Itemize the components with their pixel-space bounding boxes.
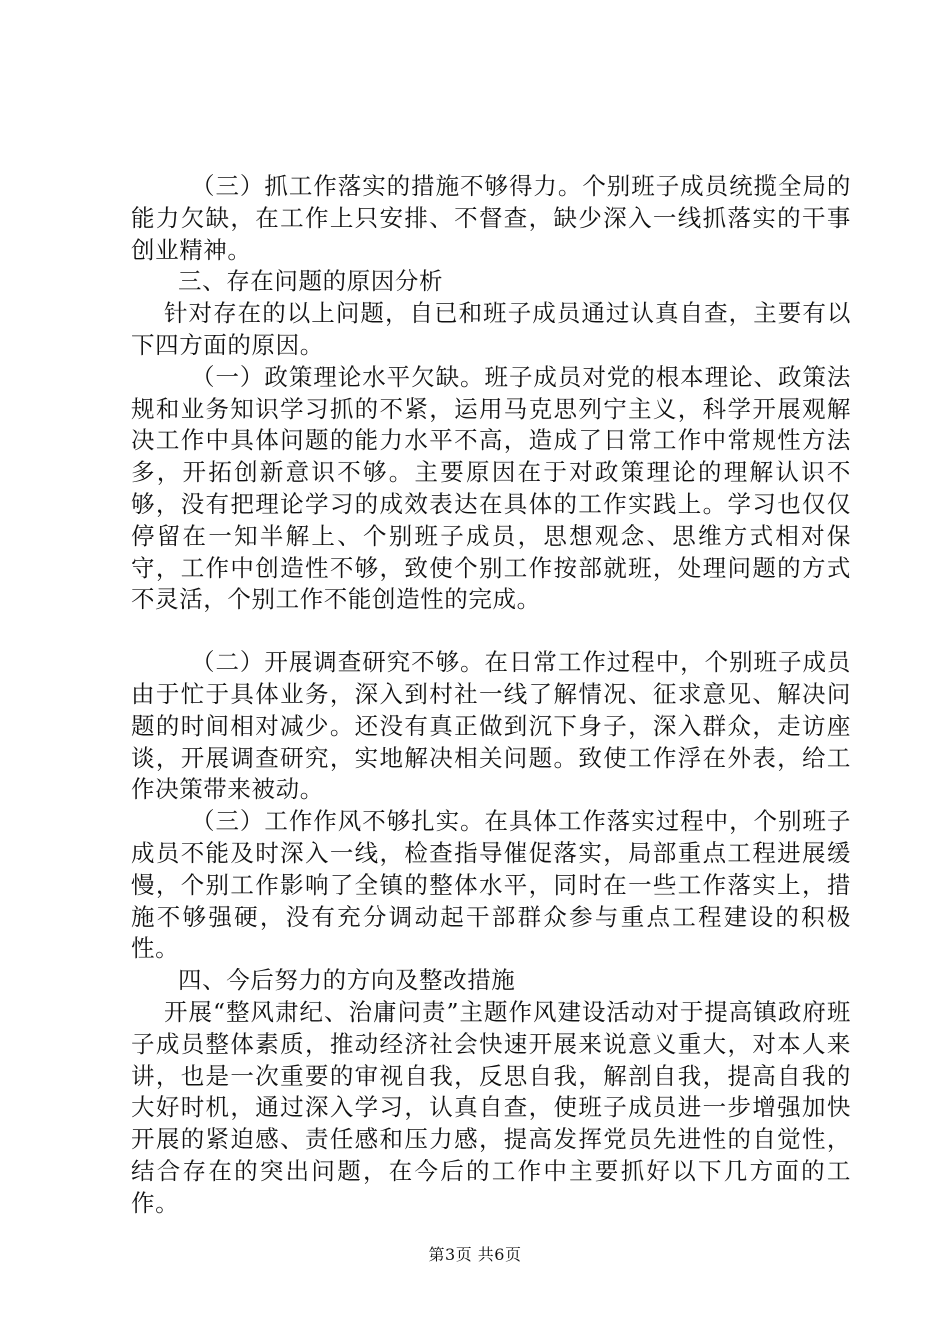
section-heading-rectification: 四、今后努力的方向及整改措施 <box>178 966 516 995</box>
paragraph-policy-theory: （一）政策理论水平欠缺。班子成员对党的根本理论、政策法规和业务知识学习抓的不紧，运用马克思列宁主义，科学开展观解决工作中具体问题的能力水平不高，造成了日常工作中常规性方法多，开拓创新意识不够。主要原因在于对政策理论的理解认识不够，没有把理论学习的成效表达在具体的工作实践上。学习也仅仅停留在一知半解上、个别班子成员，思想观念、思维方式相对保守，工作中创造性不够，致使个别工作按部就班，处理问题的方式不灵活，个别工作不能创造性的完成。 <box>131 362 851 614</box>
paragraph-gap <box>131 616 851 647</box>
paragraph-measures: （三）抓工作落实的措施不够得力。个别班子成员统揽全局的能力欠缺，在工作上只安排、不督查，缺少深入一线抓落实的干事创业精神。 <box>131 172 851 264</box>
paragraph-cause-intro: 针对存在的以上问题，自已和班子成员通过认真自查，主要有以下四方面的原因。 <box>131 299 851 359</box>
page-footer: 第3页 共6页 <box>428 1245 522 1264</box>
paragraph-work-style: （三）工作作风不够扎实。在具体工作落实过程中，个别班子成员不能及时深入一线，检查指导催促落实，局部重点工程进展缓慢，个别工作影响了全镇的整体水平，同时在一些工作落实上，措施不够强硬，没有充分调动起干部群众参与重点工程建设的积极性。 <box>131 807 851 963</box>
document-body <box>131 171 851 1220</box>
section-heading-cause-analysis: 三、存在问题的原因分析 <box>178 267 444 296</box>
paragraph-rectification-intro: 开展“整风肃纪、治庸问责”主题作风建设活动对于提高镇政府班子成员整体素质，推动经济社会快速开展来说意义重大，对本人来讲，也是一次重要的审视自我，反思自我，解剖自我，提高自我的大好时机，通过深入学习，认真自查，使班子成员进一步增强加快开展的紧迫感、责任感和压力感，提高发挥党员先进性的自觉性，结合存在的突出问题，在今后的工作中主要抓好以下几方面的工作。 <box>131 997 851 1217</box>
paragraph-investigation: （二）开展调查研究不够。在日常工作过程中，个别班子成员由于忙于具体业务，深入到村社一线了解情况、征求意见、解决问题的时间相对减少。还没有真正做到沉下身子，深入群众，走访座谈，开展调查研究，实地解决相关问题。致使工作浮在外表，给工作决策带来被动。 <box>131 648 851 804</box>
